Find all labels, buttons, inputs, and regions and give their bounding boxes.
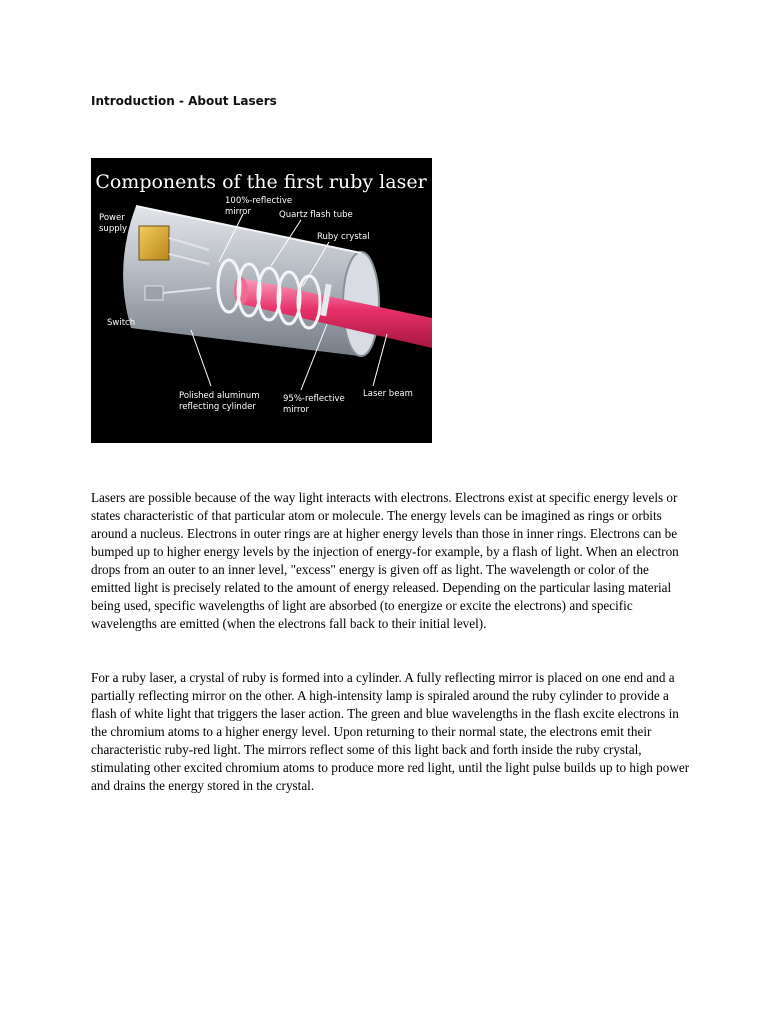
figure-title: Components of the first ruby laser (95, 171, 427, 193)
section-heading: Introduction - About Lasers (91, 94, 277, 108)
label-mirror100-2: mirror (225, 207, 251, 217)
ruby-laser-figure (91, 158, 432, 443)
label-power-2: supply (99, 224, 127, 234)
ruby-laser-diagram (91, 158, 432, 443)
label-mirror95-1: 95%-reflective (283, 394, 345, 404)
body-paragraph-2: For a ruby laser, a crystal of ruby is formed into a cylinder. A fully reflecting mirror is placed on one end and a partially reflecting mirror on the other. A high-intensity lamp is spiraled around the ruby cylinder to provide a flash of white light that triggers the laser action. The green and blue wavelengths in the flash excite electrons in the chromium atoms to a higher energy level. Upon returning to their normal state, the electrons emit their characteristic ruby-red light. The mirrors reflect some of this light back and forth inside the ruby crystal, stimulating other excited chromium atoms to produce more red light, until the light pulse builds up to high power and drains the energy stored in the crystal. (91, 670, 690, 793)
label-switch: Switch (107, 318, 136, 328)
label-flash-tube: Quartz flash tube (279, 210, 353, 220)
label-mirror95-2: mirror (283, 405, 309, 415)
label-cylinder-2: reflecting cylinder (179, 402, 256, 412)
switch-shape (145, 286, 163, 300)
body-paragraph-1: Lasers are possible because of the way light interacts with electrons. Electrons exist at specific energy levels or states characteristic of that particular atom or molecule. The energy levels can be imagined as rings or orbits around a nucleus. Electrons in outer rings are at higher energy levels than those in inner rings. Electrons can be bumped up to higher energy levels by the injection of energy-for example, by a flash of light. When an electron drops from an outer to an inner level, "excess" energy is given off as light. The wavelength or color of the emitted light is precisely related to the amount of energy released. Depending on the particular lasing material being used, specific wavelengths of light are absorbed (to energize or excite the electrons) and specific wavelengths are emitted (when the electrons fall back to their initial level). (91, 490, 679, 631)
label-power-1: Power (99, 213, 125, 223)
label-mirror100-1: 100%-reflective (225, 196, 293, 206)
label-ruby-crystal: Ruby crystal (317, 232, 370, 242)
label-cylinder-1: Polished aluminum (179, 391, 260, 401)
label-laser-beam: Laser beam (363, 389, 413, 399)
power-supply-box (139, 226, 169, 260)
